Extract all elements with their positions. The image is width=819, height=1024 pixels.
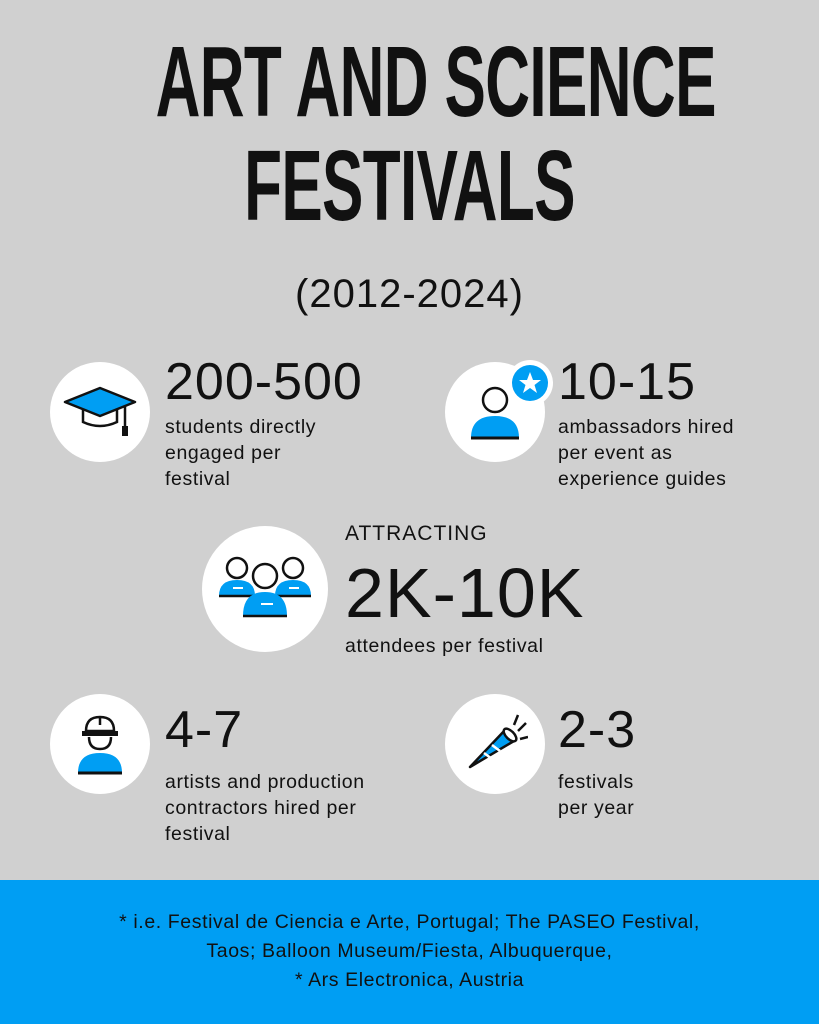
ambassadors-desc-line-1: ambassadors hired — [558, 416, 735, 438]
hard-hat-worker-icon — [70, 711, 130, 777]
festivals-desc-line-1: festivals — [558, 771, 634, 793]
festivals-value: 2-3 — [558, 701, 637, 759]
attendees-value: 2K-10K — [345, 554, 585, 632]
students-description — [165, 414, 316, 492]
artists-value: 4-7 — [165, 701, 244, 759]
students-desc-line-1: students directly — [165, 416, 317, 438]
page-title — [0, 26, 819, 242]
ambassadors-desc-line-3: experience guides — [558, 468, 727, 490]
festivals-desc-line-2: per year — [558, 797, 635, 819]
group-icon — [215, 554, 315, 624]
star-badge-icon — [510, 363, 550, 403]
title-line-2: FESTIVALS — [244, 130, 575, 242]
attracting-label: ATTRACTING — [345, 522, 488, 545]
party-popper-icon — [462, 711, 528, 777]
artists-icon-circle — [50, 694, 150, 794]
star-badge-circle — [507, 360, 553, 406]
students-desc-line-2: engaged per — [165, 442, 282, 464]
attendees-description: attendees per festival — [345, 635, 544, 657]
title-line-1: ART AND SCIENCE — [155, 26, 716, 138]
festivals-description — [558, 769, 634, 821]
students-desc-line-3: festival — [165, 468, 231, 490]
artists-desc-line-2: contractors hired per — [165, 797, 357, 819]
footer-note — [0, 908, 819, 995]
graduation-cap-icon — [63, 382, 137, 442]
artists-desc-line-3: festival — [165, 823, 231, 845]
festivals-icon-circle — [445, 694, 545, 794]
attendees-icon-circle — [202, 526, 328, 652]
ambassadors-description — [558, 414, 734, 492]
students-value: 200-500 — [165, 353, 363, 411]
ambassadors-desc-line-2: per event as — [558, 442, 673, 464]
footer-line-3: * Ars Electronica, Austria — [294, 969, 525, 991]
footer-line-2: Taos; Balloon Museum/Fiesta, Albuquerque, — [206, 940, 613, 962]
ambassadors-value: 10-15 — [558, 353, 696, 411]
page-subtitle: (2012-2024) — [295, 272, 524, 316]
footer-line-1: * i.e. Festival de Ciencia e Arte, Portugal; The PASEO Festival, — [119, 911, 700, 933]
artists-desc-line-1: artists and production — [165, 771, 365, 793]
students-icon-circle — [50, 362, 150, 462]
artists-description — [165, 769, 365, 847]
